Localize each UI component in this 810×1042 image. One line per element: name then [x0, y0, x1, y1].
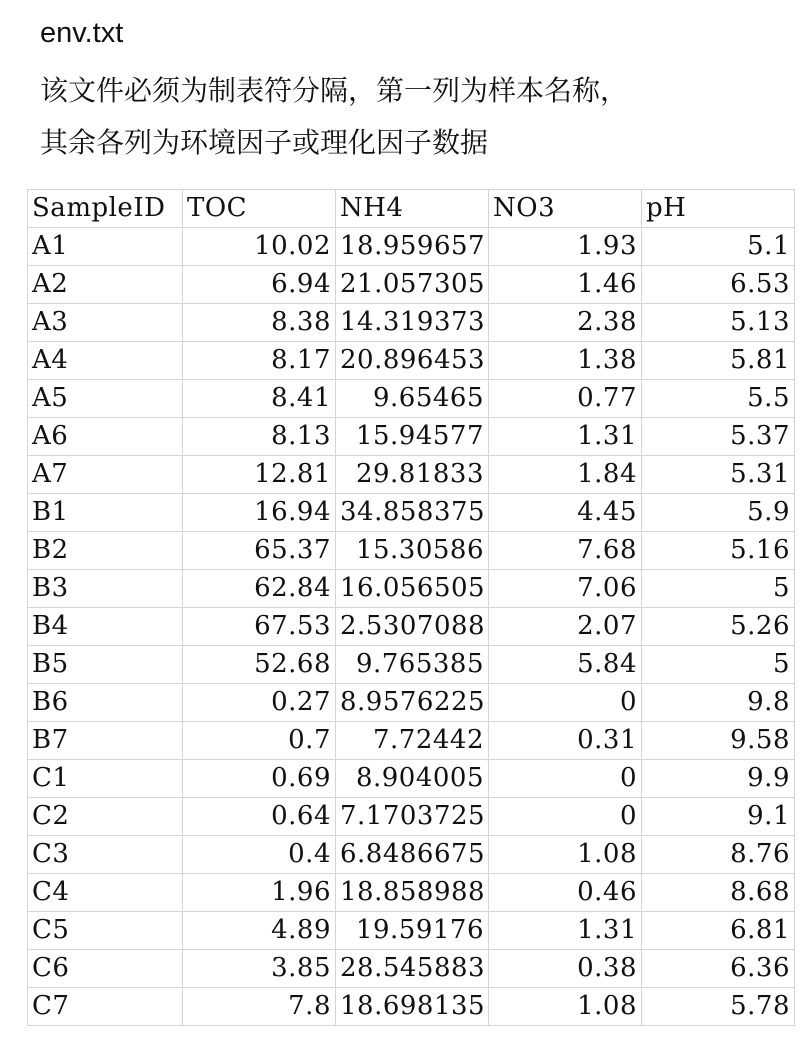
- ph-cell[interactable]: 5.78: [642, 988, 795, 1026]
- sample-id-cell[interactable]: A4: [28, 342, 183, 380]
- no3-cell[interactable]: 4.45: [489, 494, 642, 532]
- sample-id-cell[interactable]: C5: [28, 912, 183, 950]
- no3-cell[interactable]: 1.08: [489, 988, 642, 1026]
- column-header-toc[interactable]: TOC: [183, 190, 336, 228]
- ph-cell[interactable]: 9.8: [642, 684, 795, 722]
- nh4-cell[interactable]: 16.056505: [336, 570, 489, 608]
- sample-id-cell[interactable]: B7: [28, 722, 183, 760]
- table-row: [28, 722, 795, 760]
- no3-cell[interactable]: 0: [489, 798, 642, 836]
- ph-cell[interactable]: 9.58: [642, 722, 795, 760]
- sample-id-cell[interactable]: B2: [28, 532, 183, 570]
- file-name-title: env.txt: [40, 17, 124, 49]
- sample-id-cell[interactable]: A3: [28, 304, 183, 342]
- description-line-1: 该文件必须为制表符分隔，第一列为样本名称，: [40, 74, 629, 107]
- toc-cell[interactable]: 0.69: [183, 760, 336, 798]
- ph-cell[interactable]: 5.26: [642, 608, 795, 646]
- sample-id-cell[interactable]: C7: [28, 988, 183, 1026]
- ph-cell[interactable]: 5.13: [642, 304, 795, 342]
- nh4-cell[interactable]: 14.319373: [336, 304, 489, 342]
- nh4-cell[interactable]: 8.904005: [336, 760, 489, 798]
- table-row: [28, 532, 795, 570]
- nh4-cell[interactable]: 15.30586: [336, 532, 489, 570]
- ph-cell[interactable]: 8.68: [642, 874, 795, 912]
- no3-cell[interactable]: 1.08: [489, 836, 642, 874]
- sample-id-cell[interactable]: A7: [28, 456, 183, 494]
- nh4-cell[interactable]: 34.858375: [336, 494, 489, 532]
- no3-cell[interactable]: 7.68: [489, 532, 642, 570]
- no3-cell[interactable]: 0: [489, 760, 642, 798]
- no3-cell[interactable]: 1.31: [489, 912, 642, 950]
- toc-cell[interactable]: 12.81: [183, 456, 336, 494]
- table-row: [28, 228, 795, 266]
- toc-cell[interactable]: 65.37: [183, 532, 336, 570]
- no3-cell[interactable]: 7.06: [489, 570, 642, 608]
- table-row: [28, 646, 795, 684]
- table-row: [28, 912, 795, 950]
- ph-cell[interactable]: 9.9: [642, 760, 795, 798]
- nh4-cell[interactable]: 9.65465: [336, 380, 489, 418]
- ph-cell[interactable]: 6.53: [642, 266, 795, 304]
- toc-cell[interactable]: 4.89: [183, 912, 336, 950]
- nh4-cell[interactable]: 19.59176: [336, 912, 489, 950]
- table-row: [28, 342, 795, 380]
- toc-cell[interactable]: 0.27: [183, 684, 336, 722]
- toc-cell[interactable]: 16.94: [183, 494, 336, 532]
- sample-id-cell[interactable]: B4: [28, 608, 183, 646]
- toc-cell[interactable]: 67.53: [183, 608, 336, 646]
- toc-cell[interactable]: 62.84: [183, 570, 336, 608]
- toc-cell[interactable]: 1.96: [183, 874, 336, 912]
- table-row: [28, 304, 795, 342]
- no3-cell[interactable]: 1.93: [489, 228, 642, 266]
- nh4-cell[interactable]: 18.959657: [336, 228, 489, 266]
- env-data-table: [27, 189, 795, 1026]
- nh4-cell[interactable]: 21.057305: [336, 266, 489, 304]
- toc-cell[interactable]: 7.8: [183, 988, 336, 1026]
- nh4-cell[interactable]: 6.8486675: [336, 836, 489, 874]
- sample-id-cell[interactable]: C2: [28, 798, 183, 836]
- ph-cell[interactable]: 5.1: [642, 228, 795, 266]
- table-row: [28, 456, 795, 494]
- toc-cell[interactable]: 0.7: [183, 722, 336, 760]
- nh4-cell[interactable]: 7.72442: [336, 722, 489, 760]
- table-header-row: [28, 190, 795, 228]
- table-row: [28, 988, 795, 1026]
- description-line-2: 其余各列为环境因子或理化因子数据: [40, 126, 489, 159]
- toc-cell[interactable]: 52.68: [183, 646, 336, 684]
- no3-cell[interactable]: 2.07: [489, 608, 642, 646]
- sample-id-cell[interactable]: C1: [28, 760, 183, 798]
- sample-id-cell[interactable]: C3: [28, 836, 183, 874]
- toc-cell[interactable]: 0.4: [183, 836, 336, 874]
- table-row: [28, 874, 795, 912]
- nh4-cell[interactable]: 20.896453: [336, 342, 489, 380]
- sample-id-cell[interactable]: C4: [28, 874, 183, 912]
- nh4-cell[interactable]: 2.5307088: [336, 608, 489, 646]
- no3-cell[interactable]: 0.46: [489, 874, 642, 912]
- ph-cell[interactable]: 9.1: [642, 798, 795, 836]
- no3-cell[interactable]: 1.31: [489, 418, 642, 456]
- toc-cell[interactable]: 8.17: [183, 342, 336, 380]
- nh4-cell[interactable]: 8.9576225: [336, 684, 489, 722]
- nh4-cell[interactable]: 15.94577: [336, 418, 489, 456]
- ph-cell[interactable]: 6.81: [642, 912, 795, 950]
- nh4-cell[interactable]: 9.765385: [336, 646, 489, 684]
- table-row: [28, 380, 795, 418]
- ph-cell[interactable]: 5.31: [642, 456, 795, 494]
- ph-cell[interactable]: 6.36: [642, 950, 795, 988]
- ph-cell[interactable]: 5: [642, 646, 795, 684]
- table-row: [28, 494, 795, 532]
- toc-cell[interactable]: 6.94: [183, 266, 336, 304]
- sample-id-cell[interactable]: A1: [28, 228, 183, 266]
- column-header-nh4[interactable]: NH4: [336, 190, 489, 228]
- sample-id-cell[interactable]: B3: [28, 570, 183, 608]
- nh4-cell[interactable]: 29.81833: [336, 456, 489, 494]
- ph-cell[interactable]: 5.37: [642, 418, 795, 456]
- sample-id-cell[interactable]: A5: [28, 380, 183, 418]
- ph-cell[interactable]: 5.16: [642, 532, 795, 570]
- toc-cell[interactable]: 0.64: [183, 798, 336, 836]
- toc-cell[interactable]: 8.38: [183, 304, 336, 342]
- table-row: [28, 608, 795, 646]
- no3-cell[interactable]: 2.38: [489, 304, 642, 342]
- no3-cell[interactable]: 0: [489, 684, 642, 722]
- sample-id-cell[interactable]: A2: [28, 266, 183, 304]
- table-row: [28, 570, 795, 608]
- no3-cell[interactable]: 0.77: [489, 380, 642, 418]
- nh4-cell[interactable]: 28.545883: [336, 950, 489, 988]
- no3-cell[interactable]: 5.84: [489, 646, 642, 684]
- toc-cell[interactable]: 8.41: [183, 380, 336, 418]
- table-row: [28, 760, 795, 798]
- toc-cell[interactable]: 10.02: [183, 228, 336, 266]
- no3-cell[interactable]: 1.84: [489, 456, 642, 494]
- table-row: [28, 798, 795, 836]
- ph-cell[interactable]: 5.81: [642, 342, 795, 380]
- column-header-ph[interactable]: pH: [642, 190, 795, 228]
- table-row: [28, 836, 795, 874]
- table-row: [28, 418, 795, 456]
- nh4-cell[interactable]: 18.858988: [336, 874, 489, 912]
- toc-cell[interactable]: 3.85: [183, 950, 336, 988]
- no3-cell[interactable]: 1.38: [489, 342, 642, 380]
- sample-id-cell[interactable]: C6: [28, 950, 183, 988]
- column-header-sampleid[interactable]: SampleID: [28, 190, 183, 228]
- nh4-cell[interactable]: 7.1703725: [336, 798, 489, 836]
- column-header-no3[interactable]: NO3: [489, 190, 642, 228]
- sample-id-cell[interactable]: B6: [28, 684, 183, 722]
- no3-cell[interactable]: 1.46: [489, 266, 642, 304]
- ph-cell[interactable]: 8.76: [642, 836, 795, 874]
- no3-cell[interactable]: 0.31: [489, 722, 642, 760]
- table-row: [28, 684, 795, 722]
- sample-id-cell[interactable]: B1: [28, 494, 183, 532]
- no3-cell[interactable]: 0.38: [489, 950, 642, 988]
- ph-cell[interactable]: 5.5: [642, 380, 795, 418]
- toc-cell[interactable]: 8.13: [183, 418, 336, 456]
- ph-cell[interactable]: 5.9: [642, 494, 795, 532]
- sample-id-cell[interactable]: B5: [28, 646, 183, 684]
- table-row: [28, 266, 795, 304]
- sample-id-cell[interactable]: A6: [28, 418, 183, 456]
- nh4-cell[interactable]: 18.698135: [336, 988, 489, 1026]
- table-row: [28, 950, 795, 988]
- ph-cell[interactable]: 5: [642, 570, 795, 608]
